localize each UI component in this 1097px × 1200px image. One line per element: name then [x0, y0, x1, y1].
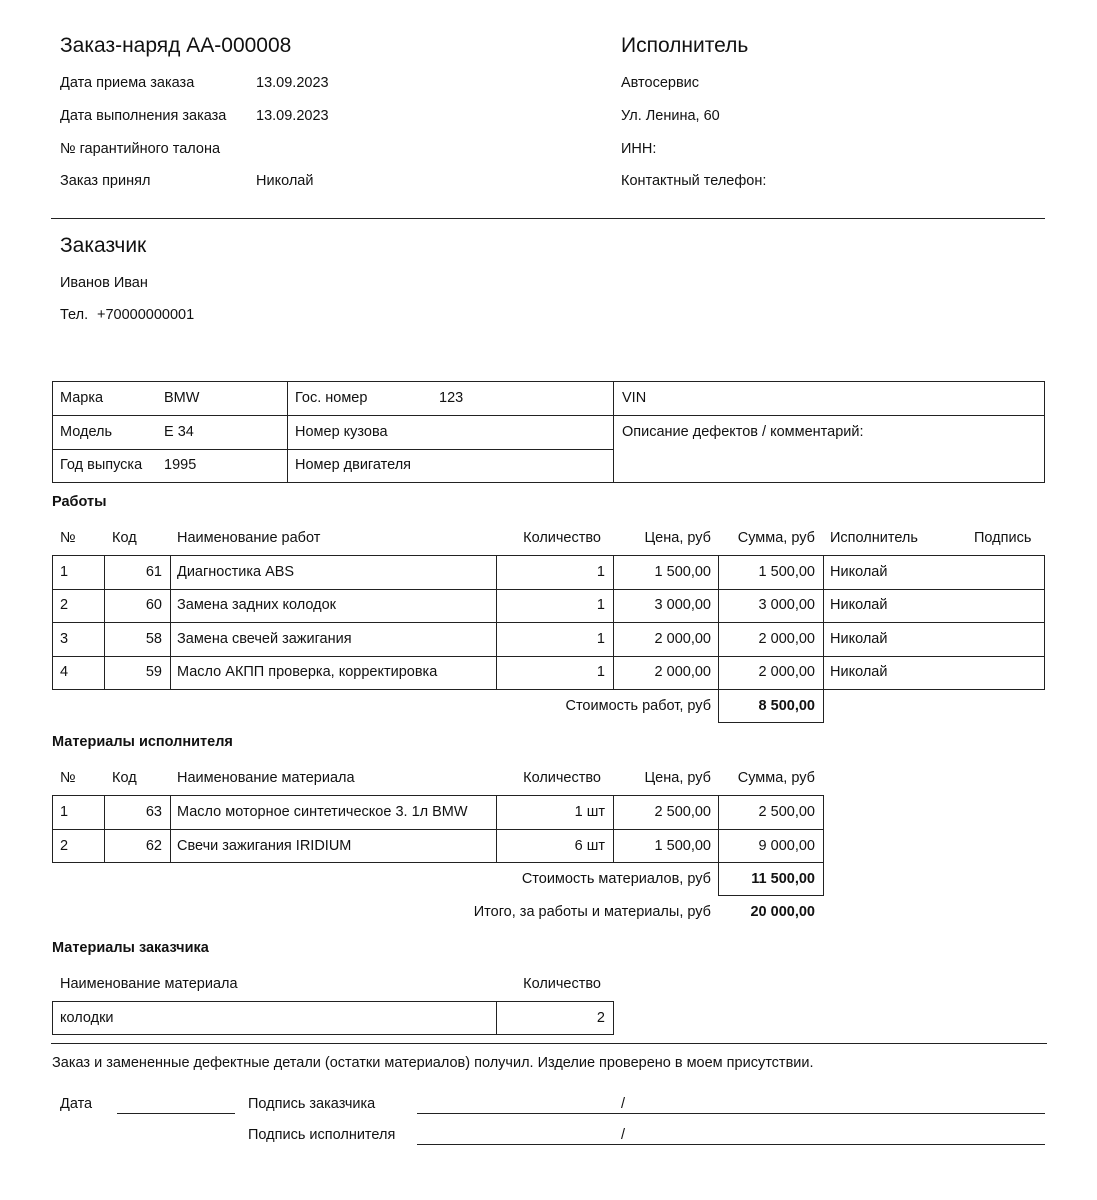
- materials-header-name: Наименование материала: [177, 770, 355, 786]
- order-field-value: 13.09.2023: [256, 108, 329, 124]
- materials-total-label: Стоимость материалов, руб: [521, 871, 711, 887]
- contractor-line: Ул. Ленина, 60: [621, 108, 720, 124]
- materials-header-sum: Сумма, руб: [737, 770, 815, 786]
- vehicle-body-label: Номер кузова: [295, 424, 388, 440]
- works-header-qty: Количество: [523, 530, 601, 546]
- date-line: [117, 1113, 235, 1114]
- works-header-sum: Сумма, руб: [737, 530, 815, 546]
- works-header-price: Цена, руб: [644, 530, 711, 546]
- header-divider: [51, 218, 1045, 219]
- cell-executor: Николай: [830, 664, 888, 680]
- contractor-sign-slash: /: [621, 1127, 626, 1143]
- cell-code: 63: [145, 804, 162, 820]
- cell-num: 2: [60, 838, 69, 854]
- cell-sum: 2 500,00: [758, 804, 815, 820]
- cell-sum: 3 000,00: [758, 597, 815, 613]
- order-field-label: № гарантийного талона: [60, 141, 221, 157]
- customer-sign-line: [417, 1113, 1045, 1114]
- cell-qty: 1: [596, 597, 605, 613]
- cell-code: 59: [145, 664, 162, 680]
- cell-name: Замена свечей зажигания: [177, 631, 352, 647]
- customer-materials-section-title: Материалы заказчика: [52, 940, 209, 956]
- vehicle-row-divider: [52, 449, 614, 450]
- contractor-line: ИНН:: [621, 141, 657, 157]
- works-header-executor: Исполнитель: [830, 530, 918, 546]
- footer-statement: Заказ и замененные дефектные детали (остатки материалов) получил. Изделие проверено в моем присутствии.: [52, 1055, 814, 1071]
- order-field-label: Дата приема заказа: [60, 75, 195, 91]
- cell-price: 2 500,00: [654, 804, 711, 820]
- customer-materials-header-qty: Количество: [523, 976, 601, 992]
- cell-sum: 2 000,00: [758, 631, 815, 647]
- footer-divider: [51, 1043, 1047, 1044]
- cell-code: 61: [145, 564, 162, 580]
- contractor-sign-line: [417, 1144, 1045, 1145]
- footer-date-label: Дата: [60, 1096, 93, 1112]
- vehicle-year: 1995: [164, 457, 197, 473]
- vehicle-year-label: Год выпуска: [60, 457, 143, 473]
- cell-name: Масло АКПП проверка, корректировка: [177, 664, 438, 680]
- cell-name: Замена задних колодок: [177, 597, 337, 613]
- order-field-value: Николай: [256, 173, 314, 189]
- vehicle-col-divider: [613, 381, 614, 483]
- vehicle-col-divider: [287, 381, 288, 483]
- vehicle-defects-label: Описание дефектов / комментарий:: [622, 424, 864, 440]
- customer-materials-header-name: Наименование материала: [60, 976, 238, 992]
- materials-total: 11 500,00: [751, 871, 815, 887]
- works-row-divider: [52, 589, 1045, 590]
- contractor-line: Контактный телефон:: [621, 173, 767, 189]
- works-header-num: №: [60, 530, 76, 546]
- customer-phone: +70000000001: [97, 307, 195, 323]
- customer-title: Заказчик: [60, 234, 147, 257]
- works-row-divider: [52, 622, 1045, 623]
- materials-header-price: Цена, руб: [644, 770, 711, 786]
- vehicle-row-divider: [52, 415, 1045, 416]
- cell-name: Свечи зажигания IRIDIUM: [177, 838, 352, 854]
- cell-code: 60: [145, 597, 162, 613]
- cell-num: 1: [60, 564, 69, 580]
- materials-header-num: №: [60, 770, 76, 786]
- cell-price: 1 500,00: [654, 564, 711, 580]
- grand-total-label: Итого, за работы и материалы, руб: [473, 904, 711, 920]
- vehicle-vin-label: VIN: [622, 390, 647, 406]
- customer-sign-slash: /: [621, 1096, 626, 1112]
- cell-qty: 1: [596, 631, 605, 647]
- materials-row-divider: [52, 829, 824, 830]
- customer-name: Иванов Иван: [60, 275, 148, 291]
- works-header-signature: Подпись: [974, 530, 1032, 546]
- materials-header-qty: Количество: [523, 770, 601, 786]
- works-section-title: Работы: [52, 494, 107, 510]
- cell-code: 58: [145, 631, 162, 647]
- cell-price: 2 000,00: [654, 664, 711, 680]
- cell-qty: 6 шт: [574, 838, 605, 854]
- cell-sum: 9 000,00: [758, 838, 815, 854]
- cell-sum: 2 000,00: [758, 664, 815, 680]
- works-total: 8 500,00: [758, 698, 815, 714]
- vehicle-plate-label: Гос. номер: [295, 390, 368, 406]
- contractor-sign-label: Подпись исполнителя: [248, 1127, 396, 1143]
- cell-executor: Николай: [830, 564, 888, 580]
- contractor-title: Исполнитель: [621, 34, 749, 57]
- cell-sum: 1 500,00: [758, 564, 815, 580]
- cell-name: Масло моторное синтетическое 3. 1л BMW: [177, 804, 468, 820]
- cell-num: 1: [60, 804, 69, 820]
- cell-code: 62: [145, 838, 162, 854]
- cell-qty: 1 шт: [574, 804, 605, 820]
- customer-phone-label: Тел.: [60, 307, 89, 323]
- works-header-name: Наименование работ: [177, 530, 321, 546]
- order-field-label: Заказ принял: [60, 173, 151, 189]
- grand-total: 20 000,00: [750, 904, 815, 920]
- order-field-label: Дата выполнения заказа: [60, 108, 227, 124]
- cell-executor: Николай: [830, 597, 888, 613]
- cell-num: 2: [60, 597, 69, 613]
- contractor-line: Автосервис: [621, 75, 700, 91]
- order-title: Заказ-наряд АА-000008: [60, 34, 292, 57]
- vehicle-brand: BMW: [164, 390, 200, 406]
- materials-section-title: Материалы исполнителя: [52, 734, 233, 750]
- works-header-code: Код: [112, 530, 137, 546]
- cell-qty: 1: [596, 564, 605, 580]
- cell-price: 3 000,00: [654, 597, 711, 613]
- cell-qty: 1: [596, 664, 605, 680]
- materials-header-code: Код: [112, 770, 137, 786]
- cell-num: 3: [60, 631, 69, 647]
- cell-num: 4: [60, 664, 69, 680]
- works-row-divider: [52, 656, 1045, 657]
- cell-price: 1 500,00: [654, 838, 711, 854]
- order-field-value: 13.09.2023: [256, 75, 329, 91]
- works-total-label: Стоимость работ, руб: [565, 698, 711, 714]
- cell-price: 2 000,00: [654, 631, 711, 647]
- vehicle-model: E 34: [164, 424, 194, 440]
- vehicle-model-label: Модель: [60, 424, 113, 440]
- cell-qty: 2: [596, 1010, 605, 1026]
- vehicle-brand-label: Марка: [60, 390, 104, 406]
- cell-executor: Николай: [830, 631, 888, 647]
- vehicle-table: [52, 381, 1045, 483]
- vehicle-engine-label: Номер двигателя: [295, 457, 412, 473]
- customer-sign-label: Подпись заказчика: [248, 1096, 376, 1112]
- vehicle-plate: 123: [439, 390, 464, 406]
- cell-name: Диагностика ABS: [177, 564, 295, 580]
- cell-name: колодки: [60, 1010, 114, 1026]
